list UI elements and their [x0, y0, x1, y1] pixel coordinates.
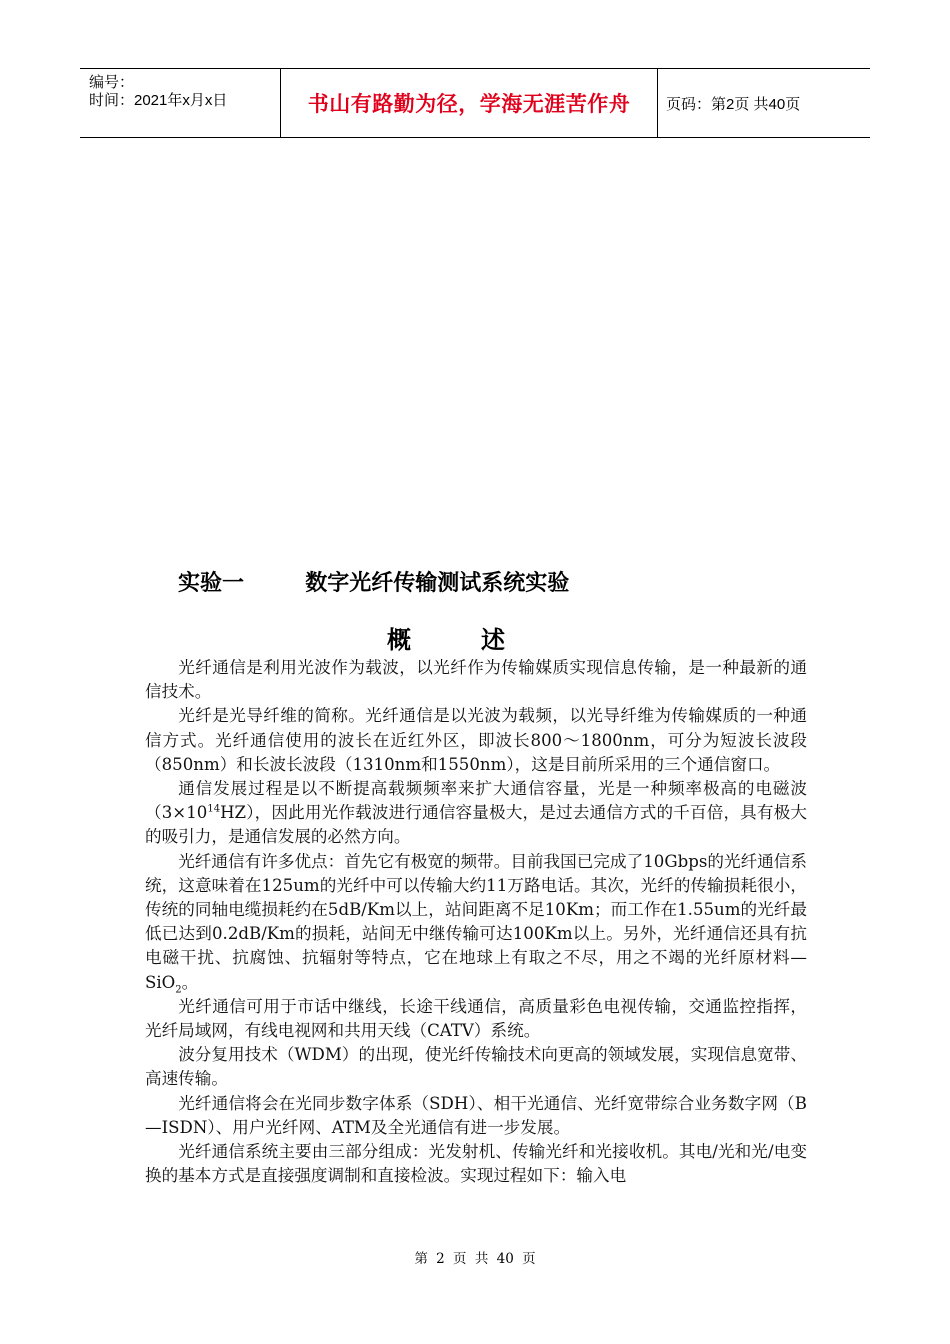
- header-motto-cell: [281, 69, 658, 137]
- page-info: 页码：第2页 共40页: [666, 95, 801, 113]
- paragraph: [145, 777, 807, 850]
- section-heading: 概述: [387, 626, 575, 654]
- paragraph-text: 光纤通信有许多优点：首先它有极宽的频带。目前我国已完成了10Gbps的光纤通信系统，这意味着在125um的光纤中可以传输大约11万路电话。其次，光纤的传输损耗很小，传统的同轴电缆损耗约在5dB/Km以上，站间距离不足10Km；而工作在1.55um的光纤最低已达到0.2dB/Km的损耗，站间无中继传输可达100Km以上。另外，光纤通信还具有抗电磁干扰、抗腐蚀、抗辐射等特点，它在地球上有取之不尽，用之不竭的光纤原材料—SiO: [145, 851, 807, 992]
- date-label: 时间：2021年x月x日: [89, 92, 228, 109]
- motto-text: 书山有路勤为径，学海无涯苦作舟: [307, 92, 631, 116]
- paragraph: 光纤通信是利用光波作为载波，以光纤作为传输媒质实现信息传输，是一种最新的通信技术。: [145, 658, 807, 702]
- experiment-title: 实验一 数字光纤传输测试系统实验: [178, 571, 570, 596]
- paragraph: 光纤通信可用于市话中继线，长途干线通信，高质量彩色电视传输，交通监控指挥，光纤局域网，有线电视网和共用天线（CATV）系统。: [145, 996, 807, 1041]
- page-footer: 第 2 页 共 40 页: [414, 1251, 536, 1267]
- document-header: [80, 68, 870, 138]
- document-body: [145, 656, 807, 1188]
- paragraph: 光纤是光导纤维的简称。光纤通信是以光波为载频，以光导纤维为传输媒质的一种通信方式。光纤通信使用的波长在近红外区，即波长800～1800nm，可分为短波长波段（850nm）和长波长波段（1310nm和1550nm），这是目前所采用的三个通信窗口。: [145, 706, 807, 774]
- subscript: 2: [175, 983, 182, 995]
- number-label: 编号：: [89, 74, 135, 91]
- superscript: 14: [207, 803, 221, 815]
- paragraph-text: HZ），因此用光作载波进行通信容量极大，是过去通信方式的千百倍，具有极大的吸引力，是通信发展的必然方向。: [145, 803, 808, 847]
- paragraph-text: 。: [181, 972, 199, 992]
- paragraph: [145, 850, 807, 995]
- paragraph: 波分复用技术（WDM）的出现，使光纤传输技术向更高的领域发展，实现信息宽带、高速传输。: [145, 1045, 807, 1089]
- paragraph: 光纤通信系统主要由三部分组成：光发射机、传输光纤和光接收机。其电/光和光/电变换的基本方式是直接强度调制和直接检波。实现过程如下：输入电: [145, 1142, 807, 1186]
- header-page-cell: [658, 69, 870, 137]
- paragraph: 光纤通信将会在光同步数字体系（SDH）、相干光通信、光纤宽带综合业务数字网（B—ISDN）、用户光纤网、ATM及全光通信有进一步发展。: [145, 1093, 807, 1137]
- paragraph-text: 通信发展过程是以不断提高载频频率来扩大通信容量，光是一种频率极高的电磁波（3×10: [145, 779, 807, 823]
- header-left-cell: [80, 69, 281, 137]
